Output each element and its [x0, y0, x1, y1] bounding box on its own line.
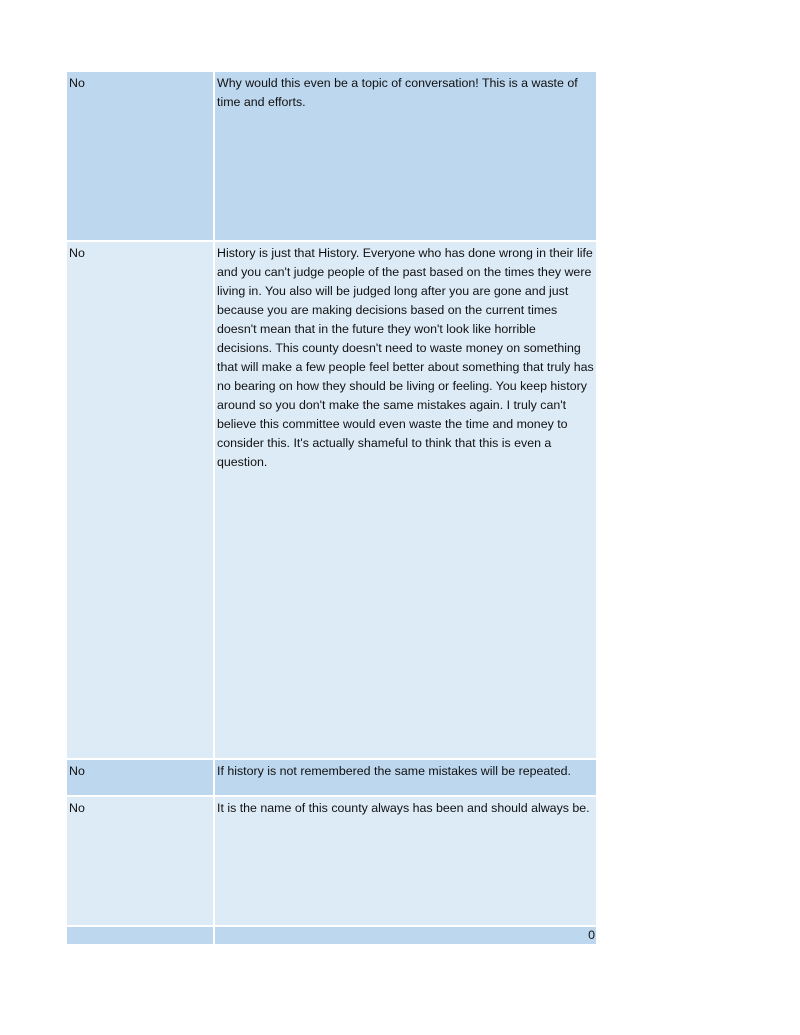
table-row	[67, 760, 596, 795]
footer-empty-cell[interactable]	[67, 927, 213, 944]
total-cell[interactable]: 0	[215, 927, 596, 944]
comment-cell[interactable]: Why would this even be a topic of conversation! This is a waste of time and efforts.	[215, 72, 596, 240]
comment-cell[interactable]: It is the name of this county always has been and should always be.	[215, 797, 596, 925]
table-footer-row	[67, 927, 596, 944]
answer-cell[interactable]: No	[67, 72, 213, 240]
comment-cell[interactable]: History is just that History. Everyone who has done wrong in their life and you can't judge people of the past based on the times they were living in. You also will be judged long after you are gone and just because you are making decisions based on the current times doesn't mean that in the future they won't look like horrible decisions. This county doesn't need to waste money on something that will make a few people feel better about something that truly has no bearing on how they should be living or feeling. You keep history around so you don't make the same mistakes again. I truly can't believe this committee would even waste the time and money to consider this. It's actually shameful to think that this is even a question.	[215, 242, 596, 758]
table-row	[67, 72, 596, 240]
table-row	[67, 797, 596, 925]
response-table	[67, 72, 596, 946]
answer-cell[interactable]: No	[67, 242, 213, 758]
answer-cell[interactable]: No	[67, 760, 213, 795]
table-row	[67, 242, 596, 758]
answer-cell[interactable]: No	[67, 797, 213, 925]
comment-cell[interactable]: If history is not remembered the same mistakes will be repeated.	[215, 760, 596, 795]
